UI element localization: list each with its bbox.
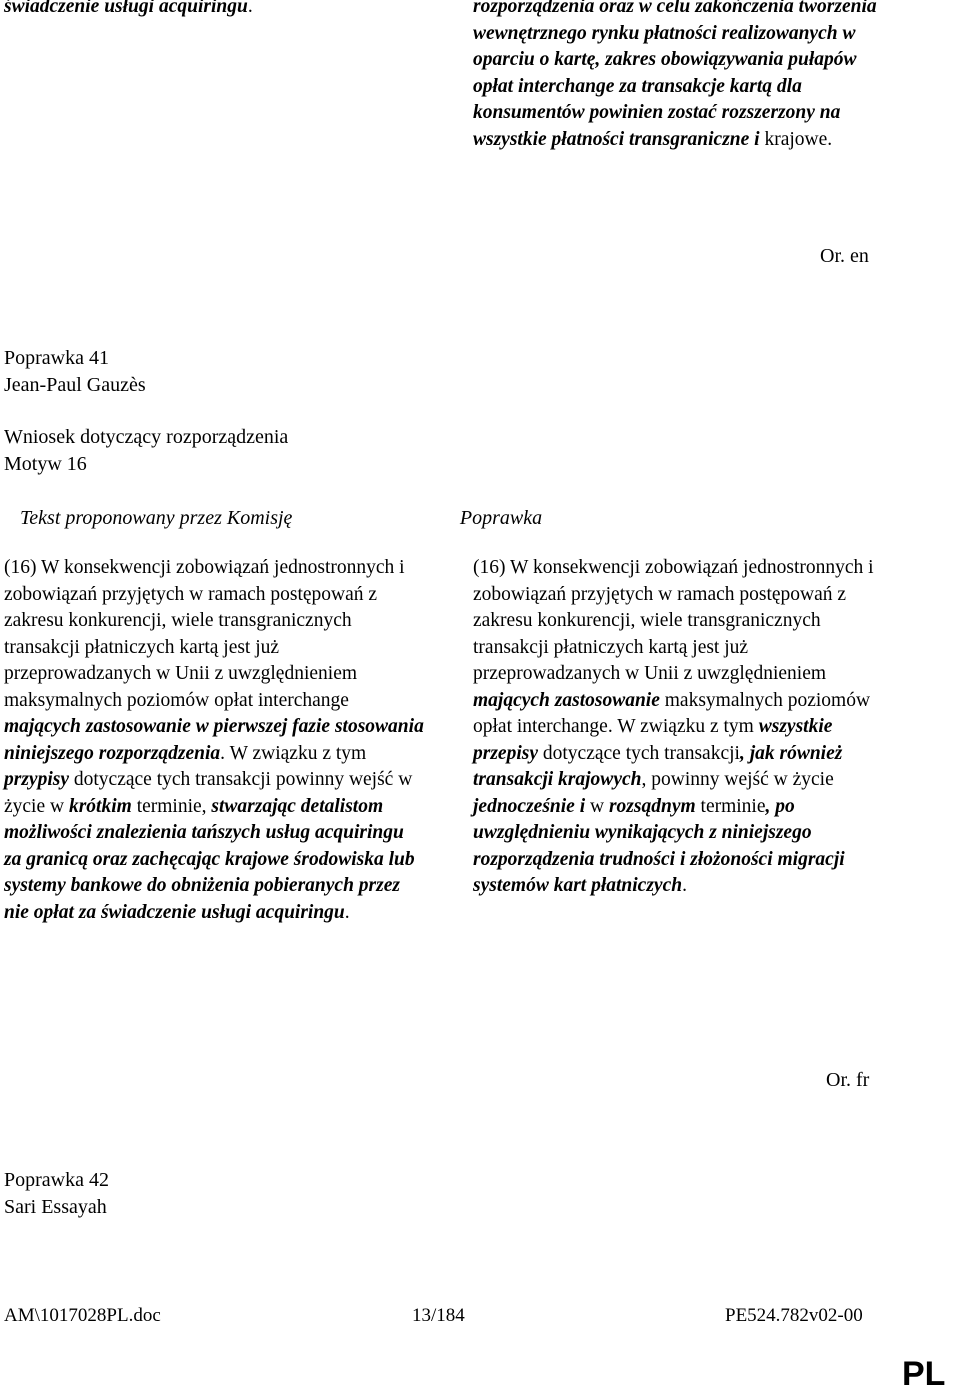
original-language-fr: Or. fr: [826, 1069, 870, 1091]
text-run: terminie,: [131, 795, 212, 817]
text-run: .: [682, 875, 687, 896]
text-run: . W związku z tym: [220, 742, 367, 764]
column-header-commission: Tekst proponowany przez Komisję: [20, 507, 293, 529]
amendment-42-title: Poprawka 42: [4, 1169, 109, 1191]
footer-doc-reference: AM\1017028PL.doc: [4, 1305, 161, 1326]
text-run: wszystkie przepisy: [473, 716, 833, 764]
carryover-right-text: [473, 0, 893, 153]
column-header-amendment: [459, 505, 913, 532]
amendment-text: [473, 555, 883, 900]
text-run: krajowe.: [759, 128, 833, 150]
text-run: dotyczące tych transakcji powinny wejść w życie w: [4, 769, 413, 817]
amendment-41-author: Jean-Paul Gauzès: [4, 374, 146, 396]
text-run: świadczenie usługi acquiringu: [4, 0, 248, 17]
proposal-reference: Wniosek dotyczący rozporządzenia: [4, 426, 289, 448]
footer-pe-reference: PE524.782v02-00: [725, 1305, 863, 1326]
footer-language-code: PL: [902, 1355, 946, 1393]
column-header-amendment-label: Poprawka: [459, 507, 543, 529]
text-run: (16) W konsekwencji zobowiązań jednostronnych i zobowiązań przyjętych w ramach postępowań z zakresu konkurencji, wiele transgranicznych transakcji płatniczych kartą jest już przeprowadzanych w Unii z uwzględnieniem: [473, 557, 874, 684]
commission-text: [4, 555, 424, 926]
text-run: mających zastosowanie w pierwszej fazie stosowania niniejszego rozporządzenia: [4, 716, 424, 764]
amendment-41-title: Poprawka 41: [4, 347, 109, 369]
text-run: , jak również transakcji krajowych: [473, 742, 843, 790]
amendment-42-author: Sari Essayah: [4, 1196, 107, 1218]
text-run: jednocześnie i: [473, 795, 586, 817]
text-run: w: [585, 795, 609, 817]
text-run: stwarzając detalistom możliwości znalezienia tańszych usług acquiringu za granicą oraz zachęcając krajowe środowiska lub systemy bankowe do obniżenia pobieranych przez nie opłat za świadczenie usługi acquiringu: [4, 795, 415, 923]
text-run: , powinny wejść w życie: [641, 769, 834, 790]
text-run: maksymalnych poziomów opłat interchange. W związku z tym: [473, 689, 871, 737]
text-run: (16) W konsekwencji zobowiązań jednostronnych i zobowiązań przyjętych w ramach postępowań z zakresu konkurencji, wiele transgranicznych transakcji płatniczych kartą jest już przeprowadzanych w Unii z uwzględnieniem maksymalnych poziomów opłat interchange: [4, 557, 405, 711]
recital-reference: Motyw 16: [4, 453, 87, 475]
carryover-left-text: [4, 0, 434, 21]
text-run: .: [344, 901, 350, 923]
text-run: , po uwzględnieniu wynikających z niniejszego rozporządzenia trudności i złożoności migracji systemów kart płatniczych: [473, 795, 845, 896]
text-run: rozporządzenia oraz w celu zakończenia tworzenia wewnętrznego rynku płatności realizowanych w oparciu o kartę, zakres obowiązywania pułapów opłat interchange za transakcje kartą dla konsumentów powinien zostać rozszerzony na wszystkie płatności transgraniczne i: [473, 0, 877, 150]
text-run: krótkim: [68, 795, 132, 817]
text-run: mających zastosowanie: [473, 689, 660, 711]
text-run: terminie: [695, 795, 766, 817]
original-language-en: Or. en: [820, 245, 869, 267]
footer-page-number: 13/184: [412, 1305, 465, 1326]
text-run: dotyczące tych transakcji: [538, 742, 740, 764]
text-run: rozsądnym: [608, 795, 696, 817]
text-run: przypisy: [4, 769, 69, 790]
text-run: .: [247, 0, 253, 17]
